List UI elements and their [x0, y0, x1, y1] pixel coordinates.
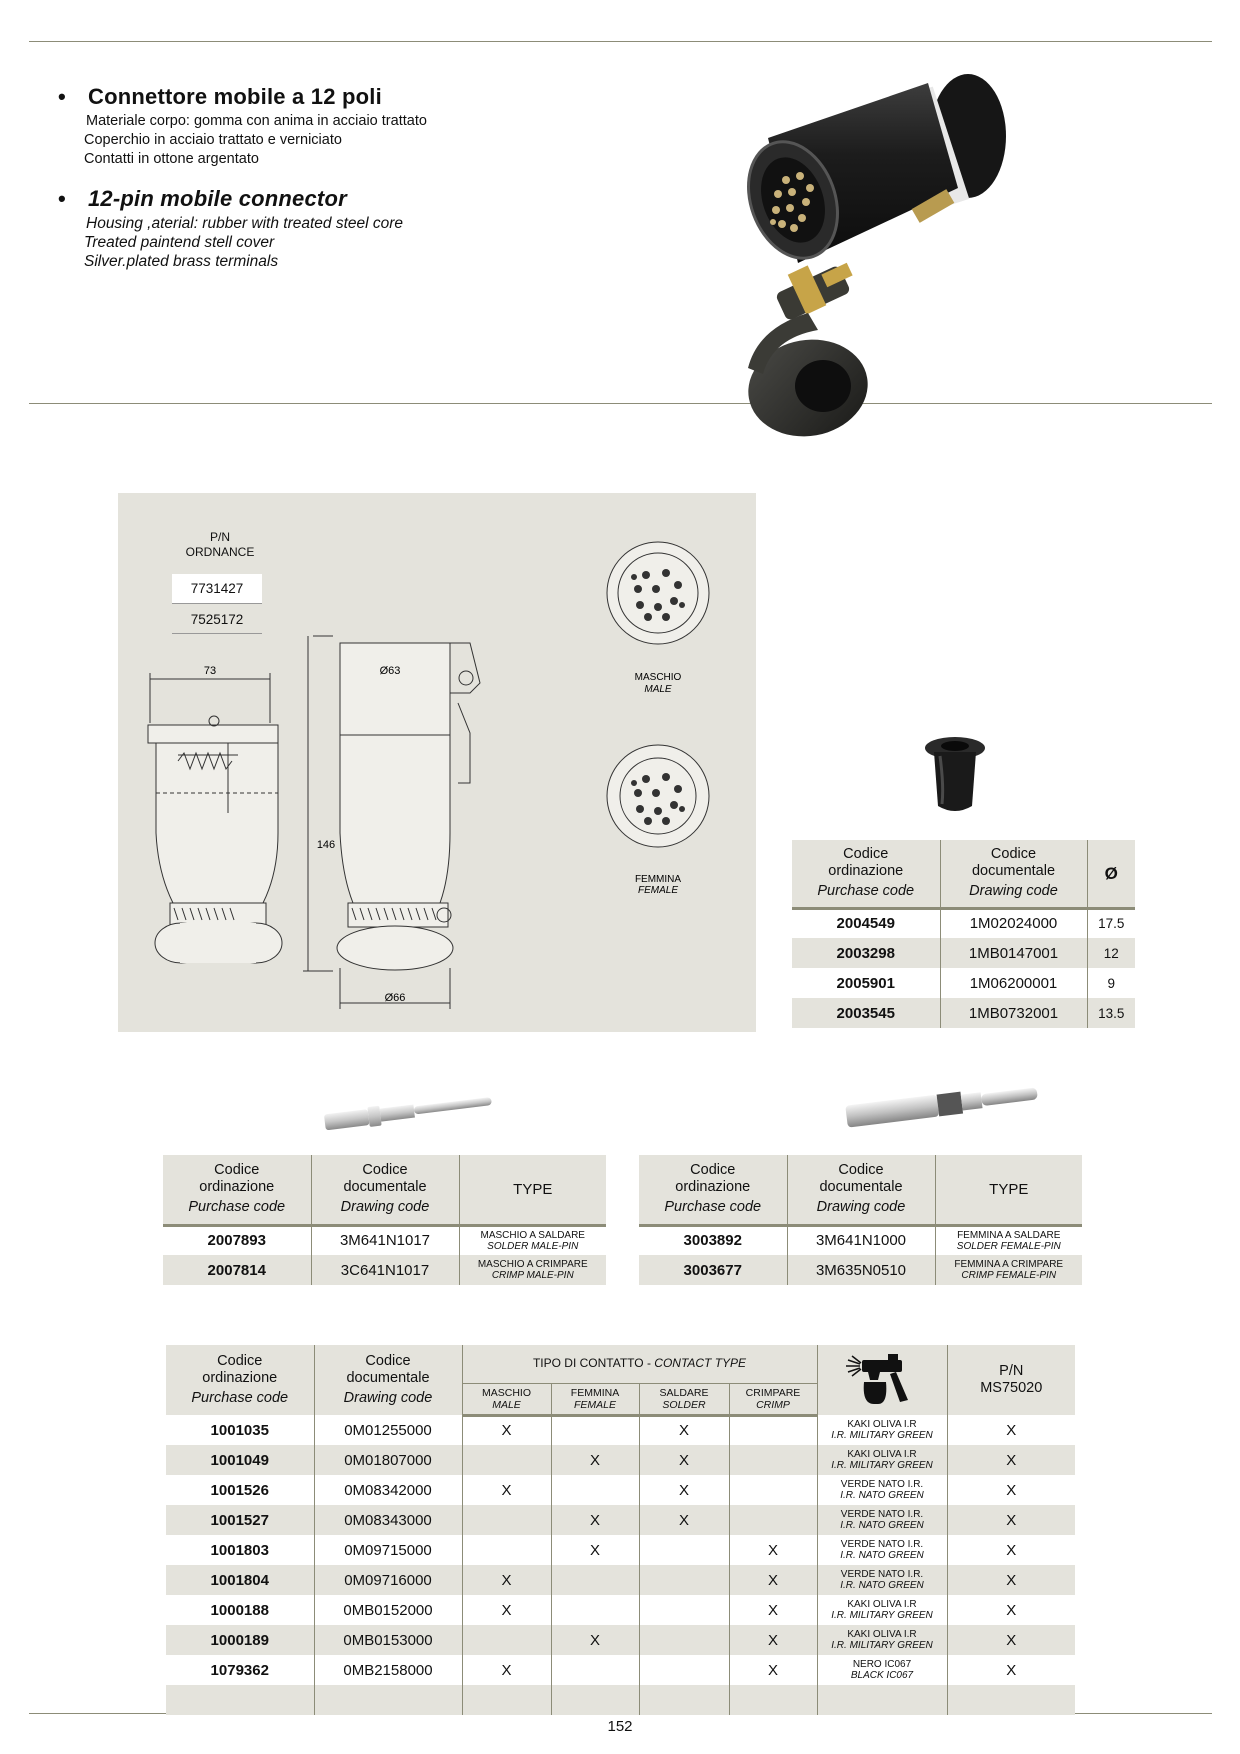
page-number: 152 — [607, 1718, 633, 1735]
spray-gun-icon — [846, 1350, 918, 1406]
english-description — [58, 186, 403, 271]
col-diameter: Ø — [1087, 840, 1135, 908]
male-label: MASCHIO — [634, 672, 682, 683]
table-row: 2007814 3C641N1017 MASCHIO A CRIMPARE CRIMP MALE-PIN — [163, 1255, 606, 1285]
contacts-table: Codice ordinazione Purchase code Codice documentale Drawing code TIPO DI CONTATTO - CONTACT TYPE P/N MS75020 MASCHIO MALE FEMMINA FEMALE SALDARE SOLDER CRIMPARE CRIMP 1001035 0M01255000 X X KAKI OLIVA I.R I.R. MILITARY GREEN X 1001049 0M01807000 X X KAKI OLIVA I.R I.R. MILITARY GREEN X 1001526 0M08342000 X X VERDE NATO I.R. I.R. NATO GREEN X 1001527 0M08343000 X X VERDE NATO I.R. I.R. NATO GREEN X 1001803 0M09715000 X X VERDE NATO I.R. I.R. NATO GREEN X 1001804 0M09716000 X X VERDE NATO I.R. I.R. NATO GREEN X 1000188 0MB0152000 X X KAKI OLIVA I.R I.R. MILITARY GREEN X 1000189 0MB0153000 X X KAKI OLIVA I.R I.R. MILITARY GREEN X 1079362 0MB2158000 X X NERO IC067 BLACK IC067 X — [166, 1345, 1075, 1715]
female-label-en: FEMALE — [637, 885, 679, 896]
contact-type-header: TIPO DI CONTATTO - CONTACT TYPE — [462, 1345, 817, 1383]
table-row: 1000189 0MB0153000 X X KAKI OLIVA I.R I.R. MILITARY GREEN X — [166, 1625, 1075, 1655]
italian-title: • Connettore mobile a 12 poli — [58, 84, 382, 109]
english-lines: Housing ,aterial: rubber with treated steel core Treated paintend stell cover Silver.plated brass terminals — [84, 215, 404, 270]
ordnance-pn-value: 7525172 — [172, 606, 262, 634]
male-pin-photo — [320, 1090, 500, 1130]
rubber-cap-photo — [920, 736, 990, 818]
dim-63: Ø63 — [379, 665, 401, 677]
male-pin-table: Codice ordinazione Purchase code Codice documentale Drawing code TYPE 2007893 3M641N1017 MASCHIO A SALDARE SOLDER MALE-PIN 2007814 3C641N1017 MASCHIO A CRIMPARE CRIMP MALE-PIN — [163, 1155, 606, 1285]
table-row: 1001803 0M09715000 X X VERDE NATO I.R. I.R. NATO GREEN X — [166, 1535, 1075, 1565]
table-row: 1001527 0M08343000 X X VERDE NATO I.R. I.R. NATO GREEN X — [166, 1505, 1075, 1535]
caps-table — [792, 840, 1135, 1028]
table-row: 1079362 0MB2158000 X X NERO IC067 BLACK IC067 X — [166, 1655, 1075, 1685]
english-title: • 12-pin mobile connector — [58, 186, 347, 211]
table-row: 1001526 0M08342000 X X VERDE NATO I.R. I.R. NATO GREEN X — [166, 1475, 1075, 1505]
dim-66: Ø66 — [384, 992, 406, 1004]
italian-description — [58, 84, 427, 169]
table-row: 1001035 0M01255000 X X KAKI OLIVA I.R I.R. MILITARY GREEN X — [166, 1415, 1075, 1445]
ordnance-pn-value: 7731427 — [172, 574, 262, 604]
dim-73: 73 — [203, 665, 217, 677]
col-purchase-code: Codice ordinazione Purchase code — [792, 840, 940, 908]
table-row: 2003298 1MB0147001 12 — [792, 938, 1135, 968]
table-row: 1000188 0MB0152000 X X KAKI OLIVA I.R I.R. MILITARY GREEN X — [166, 1595, 1075, 1625]
table-row: 3003677 3M635N0510 FEMMINA A CRIMPARE CRIMP FEMALE-PIN — [639, 1255, 1082, 1285]
table-row: 1001049 0M01807000 X X KAKI OLIVA I.R I.R. MILITARY GREEN X — [166, 1445, 1075, 1475]
dim-146: 146 — [316, 839, 336, 851]
table-row: 1001804 0M09716000 X X VERDE NATO I.R. I.R. NATO GREEN X — [166, 1565, 1075, 1595]
top-rule — [29, 41, 1212, 42]
table-row: 2007893 3M641N1017 MASCHIO A SALDARE SOLDER MALE-PIN — [163, 1225, 606, 1255]
table-row: 2003545 1MB0732001 13.5 — [792, 998, 1135, 1028]
ordnance-pn-label: P/N ORDNANCE — [185, 530, 255, 559]
table-row-empty — [166, 1685, 1075, 1715]
female-pin-photo — [842, 1082, 1042, 1130]
table-row: 2004549 1M02024000 17.5 — [792, 908, 1135, 938]
table-row: 3003892 3M641N1000 FEMMINA A SALDARE SOLDER FEMALE-PIN — [639, 1225, 1082, 1255]
table-row: 2005901 1M06200001 9 — [792, 968, 1135, 998]
female-pin-table: Codice ordinazione Purchase code Codice documentale Drawing code TYPE 3003892 3M641N1000 FEMMINA A SALDARE SOLDER FEMALE-PIN 3003677 3M635N0510 FEMMINA A CRIMPARE CRIMP FEMALE-PIN — [639, 1155, 1082, 1285]
connector-drawing — [118, 493, 756, 1032]
ms-pn-header: P/N MS75020 — [947, 1345, 1075, 1415]
connector-photo — [728, 68, 1028, 458]
male-label-en: MALE — [644, 684, 672, 695]
italian-lines: Materiale corpo: gomma con anima in acciaio trattato Coperchio in acciaio trattato e verniciato Contatti in ottone argentato — [84, 113, 427, 167]
paint-column-header — [817, 1345, 947, 1415]
female-label: FEMMINA — [634, 874, 682, 885]
col-drawing-code: Codice documentale Drawing code — [940, 840, 1087, 908]
section-rule — [29, 403, 1212, 404]
